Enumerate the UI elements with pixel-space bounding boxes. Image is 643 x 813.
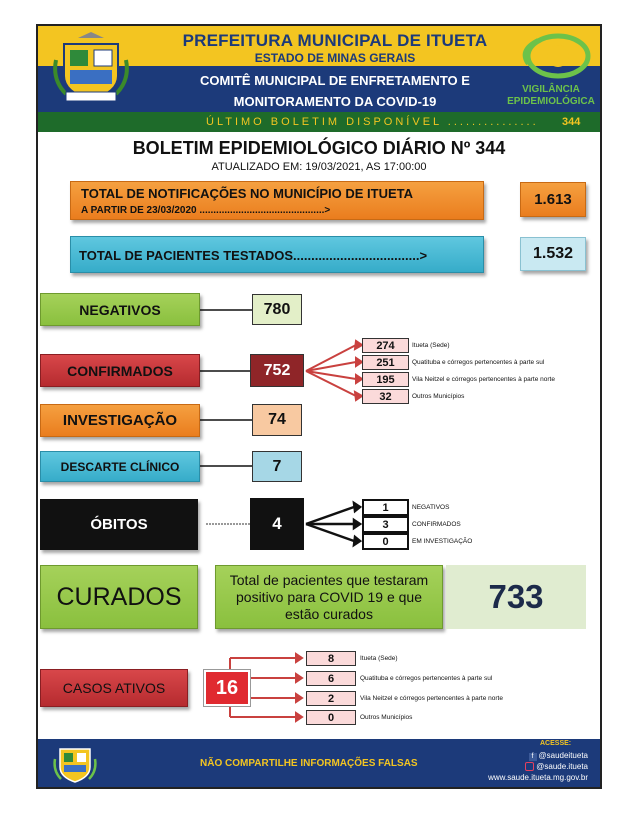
facebook-handle: @saudeitueta — [538, 751, 588, 760]
active-sub-label: Outros Municípios — [360, 714, 413, 721]
negatives-value: 780 — [252, 294, 302, 325]
notifications-value: 1.613 — [520, 182, 586, 217]
active-sub-label: Itueta (Sede) — [360, 655, 398, 662]
active-sub-value: 2 — [306, 691, 356, 706]
investigation-label: INVESTIGAÇÃO — [40, 404, 200, 437]
confirmed-sub-label: Itueta (Sede) — [412, 342, 450, 349]
bulletin-title: BOLETIM EPIDEMIOLÓGICO DIÁRIO Nº 344 — [132, 138, 506, 158]
confirmed-sub-label: Quatituba e córregos pertencentes à parte sul — [412, 359, 545, 366]
municipality-title: PREFEITURA MUNICIPAL DE ITUETA — [182, 31, 488, 50]
recovered-value: 733 — [446, 565, 586, 629]
investigation-value: 74 — [252, 404, 302, 436]
committee-line-2: MONITORAMENTO DA COVID-19 — [233, 94, 437, 109]
confirmed-label: CONFIRMADOS — [40, 354, 200, 387]
tested-value: 1.532 — [520, 237, 586, 271]
footer-access-label: ACESSE: — [540, 740, 572, 747]
footer-crest-icon — [52, 741, 98, 785]
confirmed-sub-value: 251 — [362, 355, 409, 370]
state-subtitle: ESTADO DE MINAS GERAIS — [254, 51, 416, 65]
committee-line-1: COMITÊ MUNICIPAL DE ENFRETAMENTO E — [200, 73, 470, 88]
instagram-handle: @saude.itueta — [536, 762, 588, 771]
logo-line-2: EPIDEMIOLÓGICA — [507, 96, 595, 107]
active-sub-value: 0 — [306, 710, 356, 725]
notifications-line-1: TOTAL DE NOTIFICAÇÕES NO MUNICÍPIO DE ITUETA — [81, 186, 413, 201]
recovered-description: Total de pacientes que testaram positivo para COVID 19 e que estão curados — [215, 565, 443, 629]
facebook-icon: f — [529, 753, 537, 761]
confirmed-value: 752 — [250, 354, 304, 387]
logo-line-1: VIGILÂNCIA — [522, 84, 580, 95]
updated-timestamp: ATUALIZADO EM: 19/03/2021, AS 17:00:00 — [211, 161, 427, 173]
banner-text: ÚLTIMO BOLETIM DISPONÍVEL ............... — [206, 116, 539, 128]
deaths-sub-label: NEGATIVOS — [412, 504, 450, 511]
footer-warning: NÃO COMPARTILHE INFORMAÇÕES FALSAS — [200, 758, 418, 769]
tested-label: TOTAL DE PACIENTES TESTADOS...................................> — [79, 248, 428, 263]
footer-facebook[interactable] — [480, 751, 588, 761]
active-cases-value: 16 — [204, 670, 250, 706]
active-sub-value: 6 — [306, 671, 356, 686]
negatives-label: NEGATIVOS — [40, 293, 200, 326]
confirmed-sub-label: Vila Neitzel e córregos pertencentes à parte norte — [412, 376, 555, 383]
confirmed-sub-value: 274 — [362, 338, 409, 353]
deaths-sub-value: 1 — [362, 499, 409, 516]
deaths-value: 4 — [250, 498, 304, 550]
deaths-label: ÓBITOS — [40, 499, 198, 550]
clinical-discard-label: DESCARTE CLÍNICO — [40, 451, 200, 482]
active-sub-label: Vila Neitzel e córregos pertencentes à parte norte — [360, 695, 503, 702]
active-sub-value: 8 — [306, 651, 356, 666]
clinical-discard-value: 7 — [252, 451, 302, 482]
deaths-sub-value: 3 — [362, 516, 409, 533]
instagram-icon — [525, 762, 534, 771]
deaths-sub-value: 0 — [362, 533, 409, 550]
footer-instagram[interactable] — [480, 762, 588, 771]
deaths-sub-label: EM INVESTIGAÇÃO — [412, 538, 473, 545]
deaths-sub-label: CONFIRMADOS — [412, 521, 461, 528]
active-cases-label: CASOS ATIVOS — [40, 669, 188, 707]
recovered-label: CURADOS — [40, 565, 198, 629]
footer-website[interactable]: www.saude.itueta.mg.gov.br — [488, 773, 588, 782]
notifications-line-2: A PARTIR DE 23/03/2020 .............................................> — [81, 205, 331, 216]
banner-number: 344 — [562, 116, 581, 128]
confirmed-sub-label: Outros Municípios — [412, 393, 465, 400]
active-sub-label: Quatituba e córregos pertencentes à parte sul — [360, 675, 493, 682]
confirmed-sub-value: 195 — [362, 372, 409, 387]
confirmed-sub-value: 32 — [362, 389, 409, 404]
